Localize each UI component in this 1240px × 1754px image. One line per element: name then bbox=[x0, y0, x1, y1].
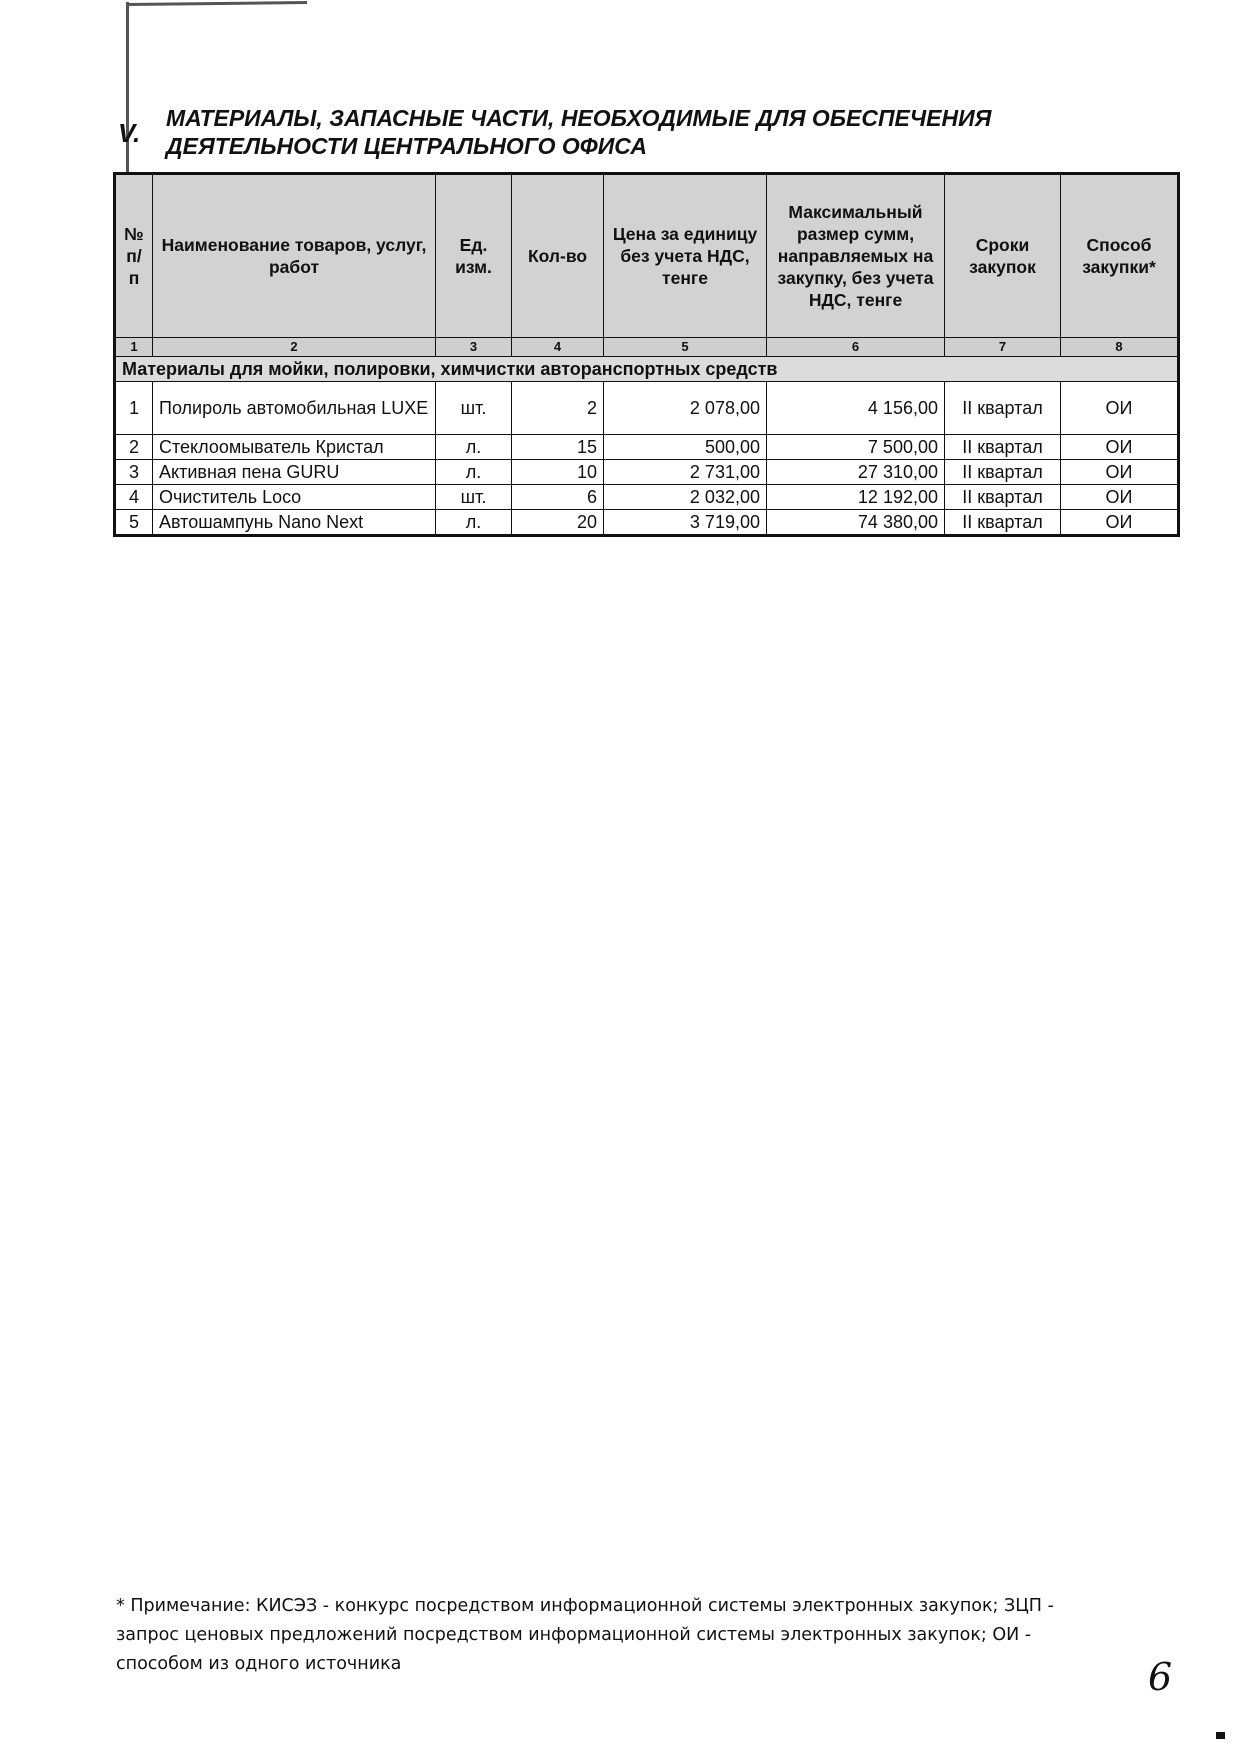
quantity: 20 bbox=[512, 510, 604, 536]
unit-price: 500,00 bbox=[604, 435, 767, 460]
group-row bbox=[115, 357, 1179, 382]
unit: л. bbox=[436, 460, 512, 485]
column-number: 4 bbox=[512, 338, 604, 357]
procurement-term: II квартал bbox=[945, 435, 1061, 460]
row-number: 2 bbox=[115, 435, 153, 460]
header-cell: Ед. изм. bbox=[436, 174, 512, 338]
table-row bbox=[115, 382, 1179, 435]
total-amount: 74 380,00 bbox=[767, 510, 945, 536]
header-cell: Цена за единицу без учета НДС, тенге bbox=[604, 174, 767, 338]
procurement-method: ОИ bbox=[1061, 510, 1179, 536]
item-name: Очиститель Loco bbox=[153, 485, 436, 510]
unit: л. bbox=[436, 510, 512, 536]
unit: шт. bbox=[436, 382, 512, 435]
item-name: Стеклоомыватель Кристал bbox=[153, 435, 436, 460]
unit-price: 3 719,00 bbox=[604, 510, 767, 536]
column-number: 5 bbox=[604, 338, 767, 357]
procurement-term: II квартал bbox=[945, 382, 1061, 435]
header-cell: Кол-во bbox=[512, 174, 604, 338]
quantity: 10 bbox=[512, 460, 604, 485]
section-title bbox=[166, 104, 1106, 160]
column-number: 8 bbox=[1061, 338, 1179, 357]
table-header-row bbox=[115, 174, 1179, 338]
table-row bbox=[115, 485, 1179, 510]
row-number: 1 bbox=[115, 382, 153, 435]
header-cell: Наименование товаров, услуг, работ bbox=[153, 174, 436, 338]
scan-edge-top bbox=[127, 1, 307, 6]
procurement-method: ОИ bbox=[1061, 382, 1179, 435]
procurement-table bbox=[113, 172, 1180, 537]
quantity: 15 bbox=[512, 435, 604, 460]
scan-corner-mark bbox=[1216, 1732, 1225, 1739]
quantity: 2 bbox=[512, 382, 604, 435]
unit-price: 2 731,00 bbox=[604, 460, 767, 485]
quantity: 6 bbox=[512, 485, 604, 510]
unit-price: 2 078,00 bbox=[604, 382, 767, 435]
section-title-line-2: ДЕЯТЕЛЬНОСТИ ЦЕНТРАЛЬНОГО ОФИСА bbox=[166, 133, 647, 159]
row-number: 5 bbox=[115, 510, 153, 536]
procurement-method: ОИ bbox=[1061, 435, 1179, 460]
table-row bbox=[115, 510, 1179, 536]
unit: л. bbox=[436, 435, 512, 460]
table-row bbox=[115, 460, 1179, 485]
total-amount: 4 156,00 bbox=[767, 382, 945, 435]
procurement-method: ОИ bbox=[1061, 485, 1179, 510]
unit: шт. bbox=[436, 485, 512, 510]
header-cell: № п/п bbox=[115, 174, 153, 338]
total-amount: 12 192,00 bbox=[767, 485, 945, 510]
header-cell: Сроки закупок bbox=[945, 174, 1061, 338]
item-name: Автошампунь Nano Next bbox=[153, 510, 436, 536]
item-name: Полироль автомобильная LUXE bbox=[153, 382, 436, 435]
column-number: 2 bbox=[153, 338, 436, 357]
row-number: 4 bbox=[115, 485, 153, 510]
column-number: 7 bbox=[945, 338, 1061, 357]
procurement-term: II квартал bbox=[945, 510, 1061, 536]
header-cell: Способ закупки* bbox=[1061, 174, 1179, 338]
section-title-line-1: МАТЕРИАЛЫ, ЗАПАСНЫЕ ЧАСТИ, НЕОБХОДИМЫЕ ДЛЯ ОБЕСПЕЧЕНИЯ bbox=[166, 105, 992, 131]
column-number: 3 bbox=[436, 338, 512, 357]
group-label: Материалы для мойки, полировки, химчистки авторанспортных средств bbox=[115, 357, 1179, 382]
section-number: V. bbox=[118, 118, 141, 148]
table-row bbox=[115, 435, 1179, 460]
procurement-term: II квартал bbox=[945, 460, 1061, 485]
header-cell: Максимальный размер сумм, направляемых на закупку, без учета НДС, тенге bbox=[767, 174, 945, 338]
procurement-method: ОИ bbox=[1061, 460, 1179, 485]
row-number: 3 bbox=[115, 460, 153, 485]
column-number-row bbox=[115, 338, 1179, 357]
procurement-term: II квартал bbox=[945, 485, 1061, 510]
total-amount: 27 310,00 bbox=[767, 460, 945, 485]
unit-price: 2 032,00 bbox=[604, 485, 767, 510]
page-number: 6 bbox=[1148, 1655, 1173, 1699]
column-number: 1 bbox=[115, 338, 153, 357]
total-amount: 7 500,00 bbox=[767, 435, 945, 460]
item-name: Активная пена GURU bbox=[153, 460, 436, 485]
column-number: 6 bbox=[767, 338, 945, 357]
footnote: * Примечание: КИСЭЗ - конкурс посредством информационной системы электронных закупок; ЗЦП - запрос ценовых предложений посредством информационной системы электронных закупок; ОИ - способом из одного источника bbox=[116, 1596, 1054, 1674]
